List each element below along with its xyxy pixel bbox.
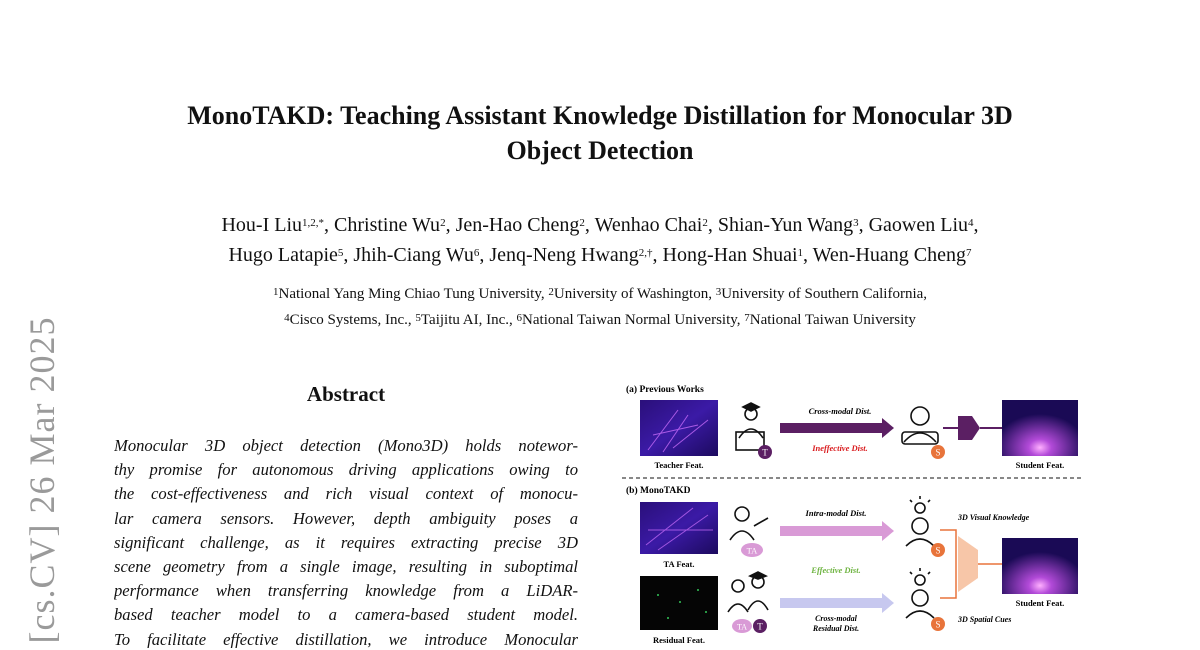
student-thinking-icon [906, 568, 934, 618]
student-icon [902, 407, 938, 444]
affiliation-name: Taijitu AI, Inc. [420, 312, 510, 328]
abstract-line: scene geometry from a single image, resulting in suboptimal [114, 556, 578, 576]
affiliation-name: Cisco Systems, Inc. [289, 312, 408, 328]
panel-b-label: (b) MonoTAKD [626, 486, 691, 496]
abstract-line: To facilitate effective distillation, we introduce Monocular [114, 629, 578, 648]
abstract-line: performance when transferring knowledge from a LiDAR- [114, 581, 578, 601]
method-figure [618, 380, 1088, 648]
teacher-feat-label: Teacher Feat. [654, 460, 704, 470]
abstract-line: significant challenge, as it requires extracting precise 3D [114, 532, 578, 552]
author-line: Hugo Latapie$^5$, Jhih-Ciang Wu$^6$, Jenq-Neng Hwang$^{2,\dagger}$, Hong-Han Shuai$^1$, Wen-Huang Cheng$^7$ [228, 244, 972, 266]
fusion-block [958, 536, 978, 592]
author-name: Wen-Huang Cheng [812, 244, 967, 266]
ta-badge-label: TA [746, 545, 758, 556]
ta-badge-2-label: TA [736, 622, 748, 632]
author-sup: 1 [797, 247, 804, 259]
cross-modal-label: Cross-modal Dist. [808, 406, 872, 416]
ta-presenter-icon [730, 507, 768, 540]
student-badge-b2-label: S [935, 619, 941, 630]
affiliation-sup: 3 [715, 286, 722, 298]
author-name: Wenhao Chai [594, 214, 703, 236]
ta-feat-label: TA Feat. [663, 559, 695, 569]
author-name: Jhih-Ciang Wu [353, 244, 474, 266]
author-sup: 2 [440, 217, 446, 229]
cross-modal-arrowhead [882, 418, 894, 438]
author-name: Christine Wu [334, 214, 441, 236]
author-sup: 2 [702, 217, 708, 229]
author-name: Hugo Latapie [228, 244, 338, 266]
abstract-heading: Abstract [306, 382, 386, 406]
author-sup: 1,2,* [302, 217, 325, 229]
cross-modal-residual-label-1: Cross-modal [815, 614, 857, 623]
abstract-line: the cost-effectiveness and rich visual context of monocu- [114, 484, 578, 504]
affiliation-list [120, 281, 1080, 333]
author-sup: 2,† [638, 247, 653, 259]
student-badge-b1-label: S [935, 545, 941, 556]
abstract-line: lar camera sensors. However, depth ambiguity poses a [114, 508, 578, 528]
author-sup: 7 [966, 247, 972, 259]
ta-feature-map [640, 502, 718, 554]
residual-feature-map [640, 576, 718, 630]
cross-modal-residual-label-2: Residual Dist. [812, 624, 860, 633]
title-line: MonoTAKD: Teaching Assistant Knowledge Distillation for Monocular 3D [187, 101, 1013, 130]
student-feat-label-a: Student Feat. [1015, 460, 1065, 470]
effective-label: Effective Dist. [811, 565, 861, 575]
author-sup: 2 [579, 217, 585, 229]
residual-feat-label: Residual Feat. [653, 635, 705, 645]
author-line: Hou-I Liu$^{1,2,*}$, Christine Wu$^2$, Jen-Hao Cheng$^2$, Wenhao Chai$^2$, Shian-Yun Wang$^3$, Gaowen Liu$^4$, [221, 214, 979, 236]
arxiv-side-stamp: [cs.CV] 26 Mar 2025 [22, 316, 62, 644]
panel-a-label: (a) Previous Works [626, 385, 704, 395]
fusion-connector [940, 530, 956, 598]
affiliation-sup: 1 [272, 286, 279, 298]
intra-modal-label: Intra-modal Dist. [805, 508, 867, 518]
affiliation-sup: 5 [415, 312, 421, 324]
figure-svg [618, 380, 1088, 648]
student-feat-label-b: Student Feat. [1015, 598, 1065, 608]
author-name: Hong-Han Shuai [662, 244, 798, 266]
ineffective-label: Ineffective Dist. [812, 443, 868, 453]
affiliation-name: National Taiwan Normal University [522, 312, 737, 328]
author-name: Gaowen Liu [868, 214, 969, 236]
teacher-ta-group-icon [728, 572, 768, 612]
author-sup: 6 [473, 247, 480, 259]
affiliation-sup: 7 [744, 312, 750, 324]
student-head-shape [958, 416, 980, 440]
intra-modal-arrowhead [882, 521, 894, 541]
author-name: Jen-Hao Cheng [455, 214, 580, 236]
affiliation-name: National Taiwan University [749, 312, 916, 328]
abstract-line: based teacher model to a camera-based student model. [114, 605, 578, 625]
teacher-icon [736, 403, 764, 450]
student-feature-map [1002, 400, 1078, 456]
student-feature-map-b [1002, 538, 1078, 594]
abstract-body [114, 434, 578, 648]
author-sup: 5 [337, 247, 344, 259]
cross-modal-residual-arrowhead [882, 593, 894, 613]
author-name: Shian-Yun Wang [717, 214, 854, 236]
teacher-badge-2-label: T [757, 621, 763, 632]
student-badge-label: S [935, 447, 941, 458]
affiliation-name: University of Southern California [721, 286, 924, 302]
spatial-cues-label: 3D Spatial Cues [958, 615, 1012, 624]
affiliation-name: National Yang Ming Chiao Tung University [278, 286, 541, 302]
affiliation-line: $^4$Cisco Systems, Inc., $^5$Taijitu AI, Inc., $^6$National Taiwan Normal University, $^7$National Taiwan University [284, 312, 916, 328]
cross-modal-residual-arrow [780, 598, 882, 608]
author-list [120, 210, 1080, 270]
abstract-line: thy promise for autonomous driving applications owing to [114, 460, 578, 480]
author-sup: 3 [853, 217, 859, 229]
author-sup: 4 [968, 217, 974, 229]
intra-modal-arrow [780, 526, 882, 536]
teacher-badge-label: T [762, 447, 768, 458]
author-name: Hou-I Liu [221, 214, 303, 236]
cross-modal-arrow [780, 423, 882, 433]
affiliation-line: $^1$National Yang Ming Chiao Tung University, $^2$University of Washington, $^3$University of Southern California, [272, 286, 928, 302]
affiliation-sup: 2 [548, 286, 554, 298]
paper-title [120, 98, 1080, 168]
affiliation-sup: 4 [284, 312, 290, 324]
abstract-line: Monocular 3D object detection (Mono3D) holds notewor- [114, 436, 578, 455]
visual-knowledge-label: 3D Visual Knowledge [958, 513, 1030, 522]
title-line: Object Detection [506, 136, 694, 165]
student-thinking-icon [906, 496, 934, 546]
author-name: Jenq-Neng Hwang [489, 244, 639, 266]
affiliation-sup: 6 [516, 312, 523, 324]
affiliation-name: University of Washington [553, 286, 709, 302]
